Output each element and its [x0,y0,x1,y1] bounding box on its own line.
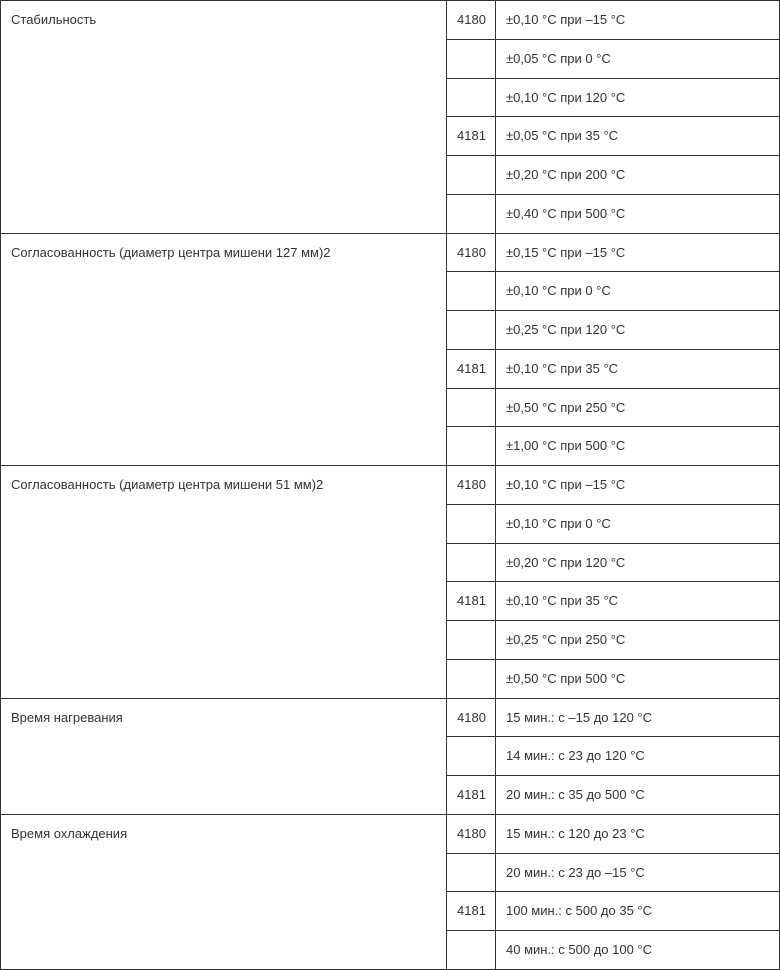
value-cell: 20 мин.: с 35 до 500 °C [496,776,780,815]
model-cell [447,40,496,79]
value-cell: ±0,25 °C при 120 °C [496,311,780,350]
model-cell [447,195,496,234]
value-cell: ±0,50 °C при 250 °C [496,389,780,427]
parameter-label: Время охлаждения [1,815,447,970]
model-cell [447,737,496,776]
model-cell [447,931,496,970]
value-cell: ±0,50 °C при 500 °C [496,660,780,699]
model-cell [447,311,496,350]
model-cell: 4181 [447,117,496,156]
value-cell: ±0,10 °C при 35 °C [496,350,780,389]
value-cell: ±0,10 °C при 0 °C [496,505,780,544]
value-cell: ±0,10 °C при –15 °C [496,466,780,505]
value-cell: ±0,10 °C при 120 °C [496,79,780,117]
model-cell [447,272,496,311]
model-cell [447,79,496,117]
value-cell: 14 мин.: с 23 до 120 °C [496,737,780,776]
model-cell: 4180 [447,699,496,737]
value-cell: ±0,40 °C при 500 °C [496,195,780,234]
table-row [1,1,780,40]
model-cell [447,854,496,892]
model-cell: 4181 [447,892,496,931]
table-row [1,699,780,737]
table-row [1,466,780,505]
value-cell: ±1,00 °C при 500 °C [496,427,780,466]
model-cell [447,389,496,427]
value-cell: ±0,20 °C при 120 °C [496,544,780,582]
value-cell: ±0,10 °C при 35 °C [496,582,780,621]
table-row [1,815,780,854]
model-cell [447,544,496,582]
model-cell: 4180 [447,1,496,40]
value-cell: 15 мин.: с 120 до 23 °C [496,815,780,854]
model-cell [447,156,496,195]
value-cell: 15 мин.: с –15 до 120 °C [496,699,780,737]
parameter-label: Время нагревания [1,699,447,815]
model-cell: 4181 [447,350,496,389]
value-cell: 20 мин.: с 23 до –15 °C [496,854,780,892]
model-cell: 4181 [447,582,496,621]
spec-table-body [1,1,780,970]
table-row [1,234,780,272]
model-cell: 4180 [447,234,496,272]
model-cell [447,505,496,544]
value-cell: ±0,05 °C при 0 °C [496,40,780,79]
model-cell: 4181 [447,776,496,815]
model-cell [447,427,496,466]
model-cell [447,660,496,699]
model-cell: 4180 [447,466,496,505]
value-cell: ±0,25 °C при 250 °C [496,621,780,660]
value-cell: 40 мин.: с 500 до 100 °C [496,931,780,970]
value-cell: ±0,15 °C при –15 °C [496,234,780,272]
value-cell: ±0,10 °C при 0 °C [496,272,780,311]
parameter-label: Стабильность [1,1,447,234]
parameter-label: Согласованность (диаметр центра мишени 127 мм)2 [1,234,447,466]
value-cell: ±0,20 °C при 200 °C [496,156,780,195]
value-cell: ±0,05 °C при 35 °C [496,117,780,156]
model-cell [447,621,496,660]
value-cell: 100 мин.: с 500 до 35 °C [496,892,780,931]
parameter-label: Согласованность (диаметр центра мишени 51 мм)2 [1,466,447,699]
value-cell: ±0,10 °C при –15 °C [496,1,780,40]
model-cell: 4180 [447,815,496,854]
